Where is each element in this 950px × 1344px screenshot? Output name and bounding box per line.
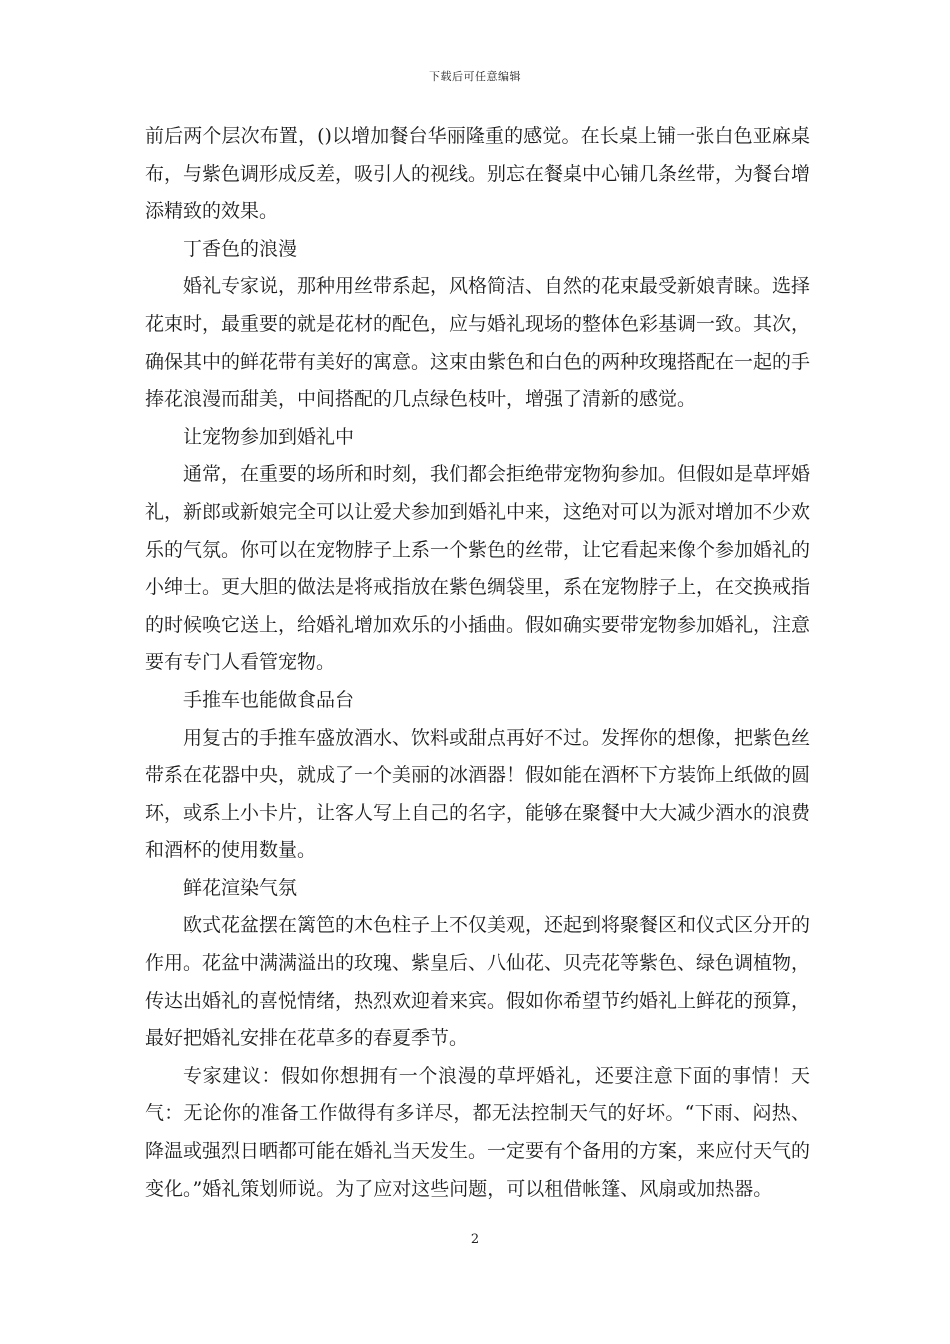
section-heading-flowers: 鲜花渲染气氛 xyxy=(183,876,298,899)
section-heading-lilac: 丁香色的浪漫 xyxy=(183,237,298,260)
document-body xyxy=(145,118,810,1208)
paragraph-flowers: 欧式花盆摆在篱笆的木色柱子上不仅美观，还起到将聚餐区和仪式区分开的作用。花盆中满满溢出的玫瑰、紫皇后、八仙花、贝壳花等紫色、绿色调植物，传达出婚礼的喜悦情绪，热烈欢迎着来宾。假如你希望节约婚礼上鲜花的预算，最好把婚礼安排在花草多的春夏季节。 xyxy=(145,914,811,1050)
section-heading-cart: 手推车也能做食品台 xyxy=(183,688,355,711)
section-heading-pets: 让宠物参加到婚礼中 xyxy=(183,425,355,448)
paragraph-expert-advice: 专家建议：假如你想拥有一个浪漫的草坪婚礼，还要注意下面的事情！天气：无论你的准备工作做得有多详尽，都无法控制天气的好坏。“下雨、闷热、降温或强烈日晒都可能在婚礼当天发生。一定要有个备用的方案，来应付天气的变化。”婚礼策划师说。为了应对这些问题，可以租借帐篷、风扇或加热器。 xyxy=(145,1064,811,1200)
paragraph-pets: 通常，在重要的场所和时刻，我们都会拒绝带宠物狗参加。但假如是草坪婚礼，新郎或新娘完全可以让爱犬参加到婚礼中来，这绝对可以为派对增加不少欢乐的气氛。你可以在宠物脖子上系一个紫色的丝带，让它看起来像个参加婚礼的小绅士。更大胆的做法是将戒指放在紫色绸袋里，系在宠物脖子上，在交换戒指的时候唤它送上，给婚礼增加欢乐的小插曲。假如确实要带宠物参加婚礼，注意要有专门人看管宠物。 xyxy=(145,463,811,674)
paragraph-bouquet: 婚礼专家说，那种用丝带系起，风格简洁、自然的花束最受新娘青睐。选择花束时，最重要的就是花材的配色，应与婚礼现场的整体色彩基调一致。其次，确保其中的鲜花带有美好的寓意。这束由紫色和白色的两种玫瑰搭配在一起的手捧花浪漫而甜美，中间搭配的几点绿色枝叶，增强了清新的感觉。 xyxy=(145,275,811,411)
paragraph-table-decor: 前后两个层次布置，()以增加餐台华丽隆重的感觉。在长桌上铺一张白色亚麻桌布，与紫色调形成反差，吸引人的视线。别忘在餐桌中心铺几条丝带，为餐台增添精致的效果。 xyxy=(145,125,811,223)
page-header: 下载后可任意编辑 xyxy=(429,70,521,83)
paragraph-cart: 用复古的手推车盛放酒水、饮料或甜点再好不过。发挥你的想像，把紫色丝带系在花器中央，就成了一个美丽的冰酒器！假如能在酒杯下方装饰上纸做的圆环，或系上小卡片，让客人写上自己的名字，能够在聚餐中大大减少酒水的浪费和酒杯的使用数量。 xyxy=(145,726,811,862)
page-number: 2 xyxy=(470,1232,480,1247)
